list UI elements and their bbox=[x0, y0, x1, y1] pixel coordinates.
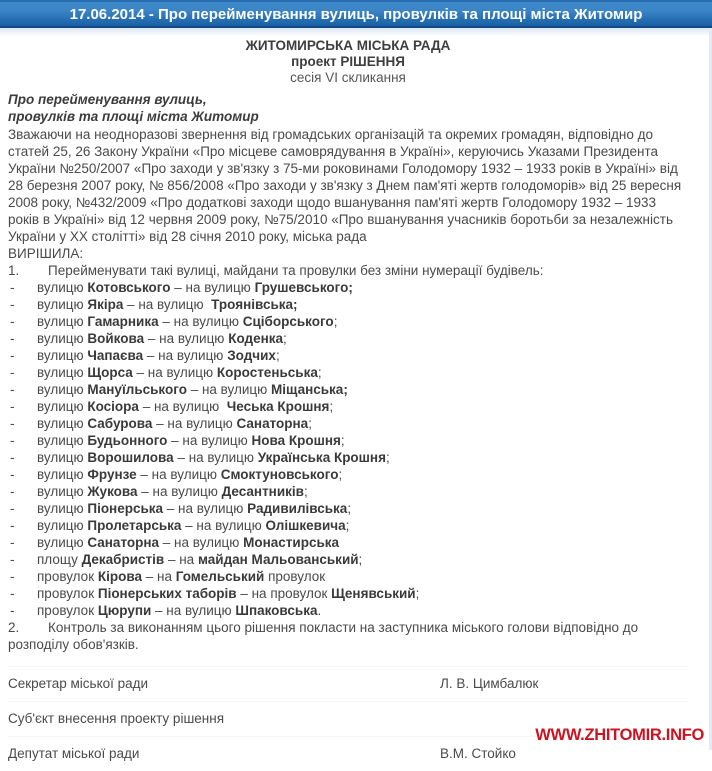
signature-block bbox=[8, 666, 688, 771]
rename-text: вулицю Мануїльського – на вулицю Міщанська; bbox=[37, 382, 348, 397]
signature-row bbox=[8, 666, 688, 701]
item-2-number: 2. bbox=[8, 620, 20, 635]
list-dash-marker: - bbox=[10, 331, 15, 346]
list-dash-marker: - bbox=[10, 518, 15, 533]
rename-text: вулицю Косіора – на вулицю Чеська Крошня; bbox=[37, 399, 334, 414]
signature-role: Депутат міської ради bbox=[8, 746, 140, 761]
preamble-paragraph: Зважаючи на неодноразові звернення від громадських організацій та окремих громадян, відповідно до статей 25, 26 Закону України «Про місцеве самоврядування в Україні», керуючись Указами Президента України №250/2007 «Про заходи у зв'язку з 75-ми роковинами Голодомору 1932 – 1933 років в Україні» від 28 березня 2007 року, № 856/2008 «Про заходи у зв'язку з Днем пам'яті жертв голодоморів» від 25 вересня 2008 року, №432/2009 «Про додаткові заходи щодо вшанування пам'яті жертв Голодомору 1932 – 1933 років в Україні» від 12 червня 2009 року, №75/2010 «Про вшанування учасників боротьби за незалежність України у ХХ столітті» від 28 січня 2010 року, міська рада bbox=[8, 127, 682, 244]
document-body bbox=[0, 36, 712, 771]
rename-text: вулицю Фрунзе – на вулицю Смоктуновського; bbox=[37, 467, 343, 482]
rename-item bbox=[8, 602, 688, 619]
resolution-item-1 bbox=[8, 262, 688, 279]
rename-item bbox=[8, 279, 688, 296]
rename-item bbox=[8, 568, 688, 585]
header-shadow-strip bbox=[0, 28, 712, 36]
rename-item bbox=[8, 466, 688, 483]
rename-item bbox=[8, 551, 688, 568]
list-dash-marker: - bbox=[10, 433, 15, 448]
rename-text: вулицю Щорса – на вулицю Коростеньська; bbox=[37, 365, 322, 380]
item-2-text: Контроль за виконанням цього рішення покласти на заступника міського голови відповідно до розподілу обов'язків. bbox=[8, 620, 639, 652]
rename-list bbox=[8, 279, 688, 619]
list-dash-marker: - bbox=[10, 365, 15, 380]
rename-text: вулицю Якіра – на вулицю Троянівська; bbox=[37, 297, 298, 312]
rename-text: вулицю Чапаєва – на вулицю Зодчих; bbox=[37, 348, 280, 363]
signature-name: В.М. Стойко bbox=[440, 746, 516, 761]
rename-text: провулок Кірова – на Гомельський провулок bbox=[37, 569, 326, 584]
list-dash-marker: - bbox=[10, 348, 15, 363]
list-dash-marker: - bbox=[10, 297, 15, 312]
rename-item bbox=[8, 347, 688, 364]
list-dash-marker: - bbox=[10, 467, 15, 482]
rename-item bbox=[8, 313, 688, 330]
site-watermark-link[interactable]: WWW.ZHITOMIR.INFO bbox=[535, 726, 704, 744]
list-dash-marker: - bbox=[10, 501, 15, 516]
rename-text: площу Декабристів – на майдан Мальованський; bbox=[37, 552, 363, 567]
rename-item bbox=[8, 500, 688, 517]
rename-text: вулицю Жукова – на вулицю Десантників; bbox=[37, 484, 308, 499]
rename-item bbox=[8, 534, 688, 551]
document-type: проект РІШЕННЯ bbox=[291, 54, 405, 69]
article-title-link[interactable]: 17.06.2014 - Про перейменування вулиць, провулків та площі міста Житомир bbox=[69, 5, 643, 23]
item-1-number: 1. bbox=[8, 263, 20, 278]
resolved-label: ВИРІШИЛА: bbox=[8, 246, 84, 261]
list-dash-marker: - bbox=[10, 416, 15, 431]
signature-name: Л. В. Цимбалюк bbox=[440, 676, 539, 691]
list-dash-marker: - bbox=[10, 535, 15, 550]
council-name: ЖИТОМИРСЬКА МІСЬКА РАДА bbox=[245, 38, 451, 53]
rename-text: вулицю Ворошилова – на вулицю Українська Крошня; bbox=[37, 450, 390, 465]
rename-item bbox=[8, 585, 688, 602]
rename-text: вулицю Сабурова – на вулицю Санаторна; bbox=[37, 416, 312, 431]
rename-item bbox=[8, 398, 688, 415]
list-dash-marker: - bbox=[10, 484, 15, 499]
rename-item bbox=[8, 517, 688, 534]
list-dash-marker: - bbox=[10, 450, 15, 465]
rename-item bbox=[8, 449, 688, 466]
list-dash-marker: - bbox=[10, 552, 15, 567]
list-dash-marker: - bbox=[10, 314, 15, 329]
signature-role: Суб'єкт внесення проекту рішення bbox=[8, 711, 224, 726]
signature-role: Секретар міської ради bbox=[8, 676, 149, 691]
rename-text: вулицю Гамарника – на вулицю Сціборського; bbox=[37, 314, 338, 329]
subject-line-2: провулків та площі міста Житомир bbox=[8, 109, 259, 124]
rename-text: провулок Піонерських таборів – на провулок Щенявський; bbox=[37, 586, 420, 601]
list-dash-marker: - bbox=[10, 586, 15, 601]
rename-item bbox=[8, 381, 688, 398]
session-label: сесія VI скликання bbox=[290, 70, 406, 85]
rename-item bbox=[8, 483, 688, 500]
rename-text: вулицю Будьонного – на вулицю Нова Крошня; bbox=[37, 433, 345, 448]
rename-text: вулицю Піонерська – на вулицю Радивилівська; bbox=[37, 501, 352, 516]
rename-item bbox=[8, 432, 688, 449]
rename-item bbox=[8, 296, 688, 313]
rename-item bbox=[8, 330, 688, 347]
rename-text: провулок Цюрупи – на вулицю Шпаковська. bbox=[37, 603, 322, 618]
list-dash-marker: - bbox=[10, 603, 15, 618]
rename-text: вулицю Котовського – на вулицю Грушевського; bbox=[37, 280, 353, 295]
item-1-text: Перейменувати такі вулиці, майдани та провулки без зміни нумерації будівель: bbox=[48, 263, 544, 278]
rename-text: вулицю Войкова – на вулицю Коденка; bbox=[37, 331, 287, 346]
rename-item bbox=[8, 415, 688, 432]
document-subject bbox=[8, 91, 688, 125]
list-dash-marker: - bbox=[10, 569, 15, 584]
subject-line-1: Про перейменування вулиць, bbox=[8, 92, 207, 107]
list-dash-marker: - bbox=[10, 280, 15, 295]
rename-item bbox=[8, 364, 688, 381]
list-dash-marker: - bbox=[10, 382, 15, 397]
list-dash-marker: - bbox=[10, 399, 15, 414]
resolution-item-2 bbox=[8, 619, 688, 653]
article-header-bar bbox=[0, 0, 712, 28]
rename-text: вулицю Санаторна – на вулицю Монастирська bbox=[37, 535, 340, 550]
rename-text: вулицю Пролетарська – на вулицю Олішкевича; bbox=[37, 518, 350, 533]
document-heading bbox=[8, 38, 688, 86]
